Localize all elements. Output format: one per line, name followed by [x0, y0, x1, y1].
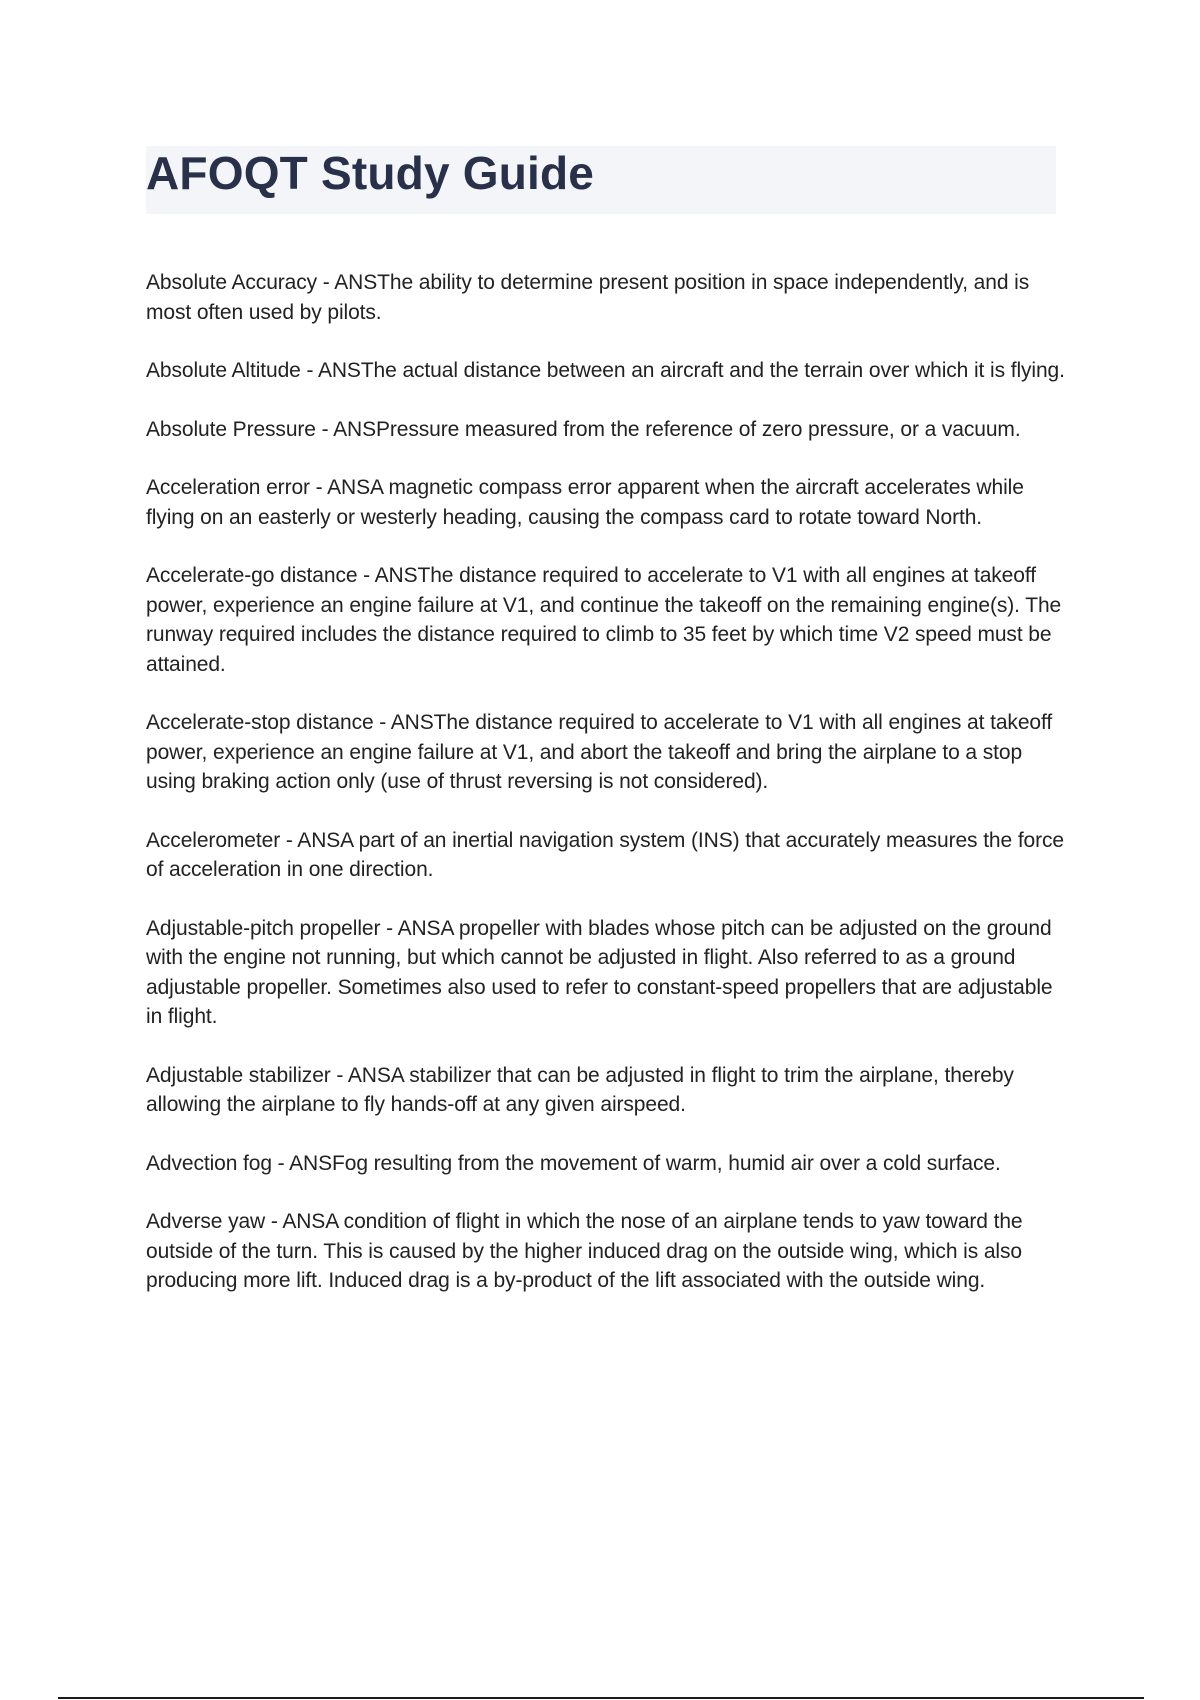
glossary-list — [146, 268, 1066, 1325]
glossary-entry: Absolute Altitude - ANSThe actual distance between an aircraft and the terrain over which it is flying. — [146, 359, 1065, 382]
page-title: AFOQT Study Guide — [146, 147, 595, 199]
glossary-entry: Acceleration error - ANSA magnetic compass error apparent when the aircraft accelerates while flying on an easterly or westerly heading, causing the compass card to rotate toward North. — [146, 476, 1024, 529]
glossary-entry: Adjustable stabilizer - ANSA stabilizer that can be adjusted in flight to trim the airplane, thereby allowing the airplane to fly hands-off at any given airspeed. — [146, 1063, 1014, 1116]
glossary-entry: Accelerometer - ANSA part of an inertial navigation system (INS) that accurately measures the force of acceleration in one direction. — [146, 828, 1065, 881]
glossary-entry: Adverse yaw - ANSA condition of flight in which the nose of an airplane tends to yaw toward the outside of the turn. This is caused by the higher induced drag on the outside wing, which is also producing more lift. Induced drag is a by-product of the lift associated with the outside wing. — [146, 1210, 1023, 1292]
glossary-entry: Absolute Accuracy - ANSThe ability to determine present position in space independently, and is most often used by pilots. — [146, 271, 1030, 324]
page-bottom-divider — [58, 1697, 1144, 1699]
glossary-entry: Adjustable-pitch propeller - ANSA propeller with blades whose pitch can be adjusted on the ground with the engine not running, but which cannot be adjusted in flight. Also referred to as a ground adjustable propeller. Sometimes also used to refer to constant-speed propellers that are adjustable in flight. — [146, 916, 1053, 1028]
glossary-entry: Accelerate-go distance - ANSThe distance required to accelerate to V1 with all engines at takeoff power, experience an engine failure at V1, and continue the takeoff on the remaining engine(s). The runway required includes the distance required to climb to 35 feet by which time V2 speed must be attained. — [146, 564, 1062, 676]
glossary-entry: Absolute Pressure - ANSPressure measured from the reference of zero pressure, or a vacuum. — [146, 417, 1021, 441]
glossary-entry: Advection fog - ANSFog resulting from the movement of warm, humid air over a cold surface. — [146, 1151, 1001, 1175]
glossary-entry: Accelerate-stop distance - ANSThe distance required to accelerate to V1 with all engines at takeoff power, experience an engine failure at V1, and abort the takeoff and bring the airplane to a stop using braking action only (use of thrust reversing is not considered). — [146, 711, 1053, 793]
